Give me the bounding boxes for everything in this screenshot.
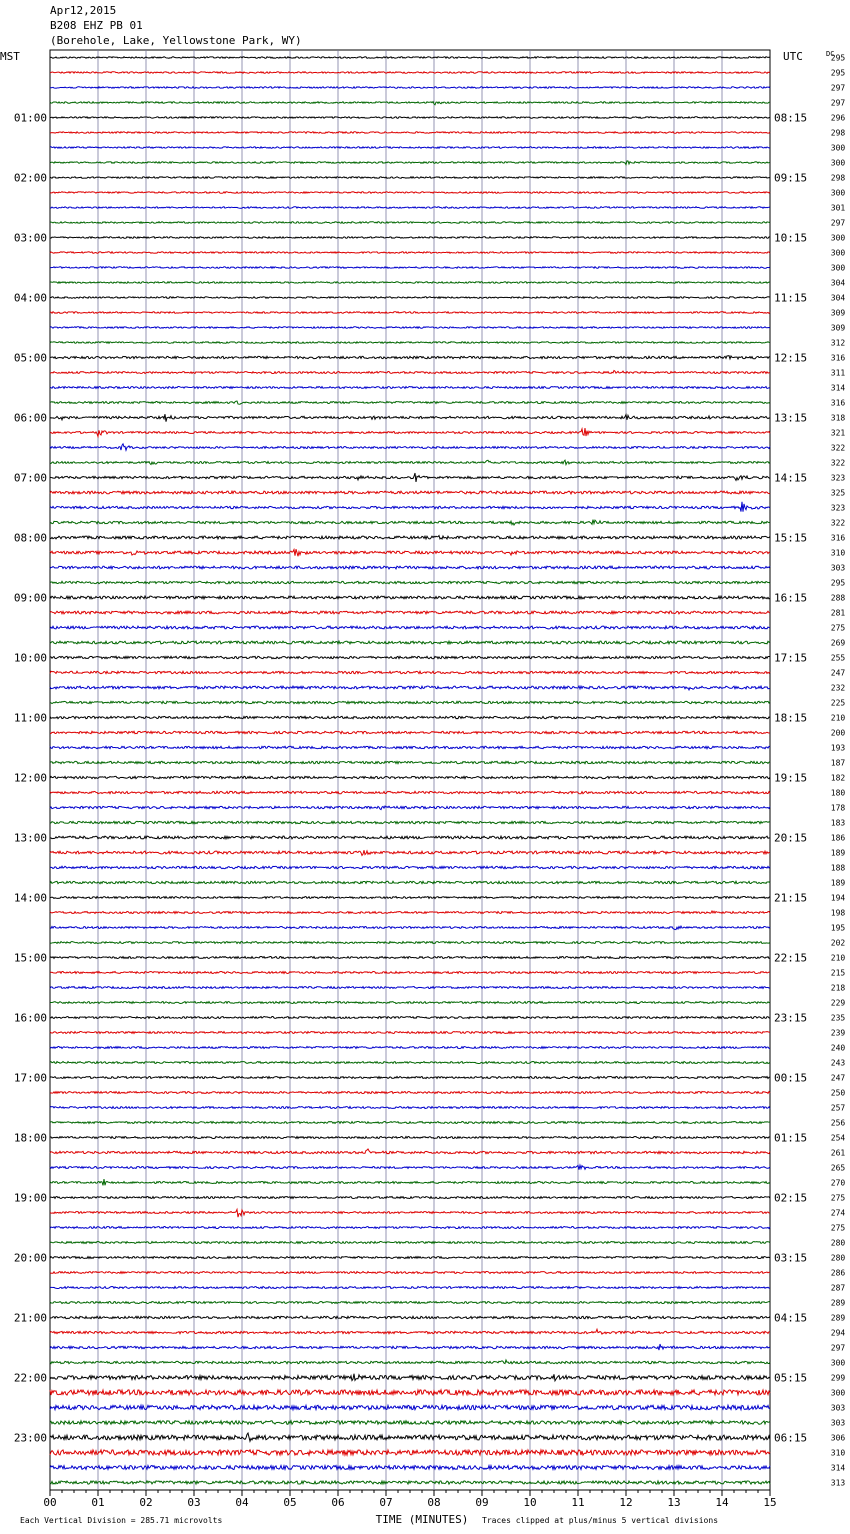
- dc-value: 318: [830, 413, 846, 423]
- dc-value: 239: [830, 1028, 846, 1038]
- seismic-trace: [50, 1481, 770, 1484]
- dc-value: 274: [830, 1208, 846, 1218]
- seismic-trace: [50, 1302, 770, 1304]
- seismic-trace: [50, 460, 770, 464]
- x-tick-label: 10: [523, 1496, 537, 1509]
- dc-value: 225: [830, 698, 846, 708]
- seismic-trace: [50, 1122, 770, 1124]
- seismic-trace: [50, 942, 770, 944]
- dc-value: 316: [830, 353, 846, 363]
- seismic-trace: [50, 911, 770, 914]
- seismic-trace: [50, 1272, 770, 1274]
- dc-value: 311: [830, 368, 846, 378]
- utc-hour-label: 04:15: [774, 1311, 808, 1325]
- dc-value: 247: [830, 1073, 846, 1083]
- utc-hour-label: 09:15: [774, 171, 808, 185]
- dc-value: 193: [830, 743, 846, 753]
- dc-value: 210: [830, 953, 846, 963]
- utc-hour-label: 15:15: [774, 531, 808, 545]
- mst-hour-label: 14:00: [13, 891, 47, 905]
- seismic-trace: [50, 327, 770, 329]
- seismic-trace: [50, 987, 770, 989]
- seismic-trace: [50, 776, 770, 778]
- seismic-trace: [50, 72, 770, 74]
- seismic-trace: [50, 1421, 770, 1425]
- seismic-trace: [50, 549, 770, 556]
- mst-hour-label: 13:00: [13, 831, 47, 845]
- seismic-trace: [50, 716, 770, 718]
- dc-value: 256: [830, 1118, 846, 1128]
- dc-value: 309: [830, 308, 846, 318]
- dc-value: 298: [830, 173, 846, 183]
- dc-value: 178: [830, 803, 846, 813]
- dc-value: 300: [830, 263, 846, 273]
- dc-value: 194: [830, 893, 846, 903]
- utc-hour-label: 19:15: [774, 771, 808, 785]
- dc-value: 295: [830, 578, 846, 588]
- dc-value: 183: [830, 818, 846, 828]
- seismic-trace: [50, 566, 770, 569]
- utc-hour-label: 05:15: [774, 1371, 808, 1385]
- utc-hour-label: 10:15: [774, 231, 808, 245]
- station-code: B208 EHZ PB 01: [50, 19, 143, 32]
- seismic-trace: [50, 177, 770, 179]
- dc-value: 210: [830, 713, 846, 723]
- seismic-trace: [50, 237, 770, 239]
- dc-value: 257: [830, 1103, 846, 1113]
- dc-value: 304: [830, 293, 846, 303]
- dc-value: 189: [830, 848, 846, 858]
- seismic-trace: [50, 473, 770, 482]
- dc-value: 254: [830, 1133, 846, 1143]
- mst-hour-label: 21:00: [13, 1311, 47, 1325]
- seismic-trace: [50, 297, 770, 299]
- x-tick-label: 15: [763, 1496, 777, 1509]
- utc-hour-label: 21:15: [774, 891, 808, 905]
- seismic-trace: [50, 611, 770, 614]
- seismic-trace: [50, 387, 770, 389]
- mst-hour-label: 22:00: [13, 1371, 47, 1385]
- dc-value: 310: [830, 548, 846, 558]
- dc-value: 300: [830, 1358, 846, 1368]
- dc-value: 294: [830, 1328, 846, 1338]
- mst-hour-label: 23:00: [13, 1431, 47, 1445]
- x-tick-label: 00: [43, 1496, 57, 1509]
- dc-value: 322: [830, 458, 846, 468]
- dc-value: 299: [830, 1373, 846, 1383]
- x-tick-label: 13: [667, 1496, 681, 1509]
- seismic-trace: [50, 596, 770, 599]
- seismic-trace: [50, 371, 770, 374]
- utc-hour-label: 18:15: [774, 711, 808, 725]
- seismic-trace: [50, 428, 770, 436]
- dc-value: 195: [830, 923, 846, 933]
- seismic-trace: [50, 1390, 770, 1395]
- x-tick-label: 14: [715, 1496, 729, 1509]
- dc-value: 313: [830, 1478, 846, 1488]
- seismic-trace: [50, 1047, 770, 1049]
- dc-value: 288: [830, 593, 846, 603]
- seismic-trace: [50, 972, 770, 974]
- dc-value: 275: [830, 623, 846, 633]
- x-tick-label: 07: [379, 1496, 393, 1509]
- dc-value: 247: [830, 668, 846, 678]
- clip-note: Traces clipped at plus/minus 5 vertical divisions: [482, 1516, 719, 1525]
- mst-hour-label: 12:00: [13, 771, 47, 785]
- dc-value: 280: [830, 1238, 846, 1248]
- mst-hour-label: 01:00: [13, 111, 47, 125]
- dc-value: 300: [830, 143, 846, 153]
- seismic-trace: [50, 1450, 770, 1455]
- utc-hour-label: 08:15: [774, 111, 808, 125]
- seismic-trace: [50, 746, 770, 748]
- x-tick-label: 01: [91, 1496, 105, 1509]
- seismic-trace: [50, 1466, 770, 1470]
- mst-hour-label: 03:00: [13, 231, 47, 245]
- dc-value: 289: [830, 1298, 846, 1308]
- seismic-trace: [50, 1344, 770, 1350]
- seismic-trace: [50, 356, 770, 359]
- dc-value: 303: [830, 1418, 846, 1428]
- dc-value: 300: [830, 248, 846, 258]
- seismic-trace: [50, 656, 770, 658]
- utc-hour-label: 16:15: [774, 591, 808, 605]
- seismic-trace: [50, 1242, 770, 1244]
- utc-hour-label: 14:15: [774, 471, 808, 485]
- seismic-trace: [50, 1405, 770, 1409]
- mst-hour-label: 08:00: [13, 531, 47, 545]
- seismic-trace: [50, 701, 770, 703]
- seismic-trace: [50, 850, 770, 855]
- dc-value: 297: [830, 83, 846, 93]
- mst-hour-label: 20:00: [13, 1251, 47, 1265]
- seismic-trace: [50, 102, 770, 105]
- x-tick-label: 05: [283, 1496, 297, 1509]
- mst-axis-label: MST: [0, 50, 20, 63]
- seismic-trace: [50, 282, 770, 284]
- utc-hour-label: 23:15: [774, 1011, 808, 1025]
- seismic-trace: [50, 1360, 770, 1364]
- dc-value: 300: [830, 158, 846, 168]
- seismic-trace: [50, 641, 770, 644]
- seismic-trace: [50, 161, 770, 165]
- dc-value: 314: [830, 1463, 846, 1473]
- dc-value: 312: [830, 338, 846, 348]
- seismic-trace: [50, 1017, 770, 1019]
- utc-hour-label: 17:15: [774, 651, 808, 665]
- seismic-trace: [50, 881, 770, 883]
- seismic-trace: [50, 1227, 770, 1229]
- dc-value: 325: [830, 488, 846, 498]
- seismic-trace: [50, 1257, 770, 1259]
- utc-hour-label: 01:15: [774, 1131, 808, 1145]
- dc-value: 314: [830, 383, 846, 393]
- seismic-trace: [50, 1179, 770, 1185]
- dc-value: 303: [830, 1403, 846, 1413]
- seismic-trace: [50, 207, 770, 209]
- mst-hour-label: 15:00: [13, 951, 47, 965]
- seismic-trace: [50, 761, 770, 763]
- dc-value: 265: [830, 1163, 846, 1173]
- seismic-trace: [50, 1287, 770, 1289]
- seismic-trace: [50, 836, 770, 839]
- seismic-trace: [50, 1077, 770, 1079]
- dc-value: 297: [830, 98, 846, 108]
- mst-hour-label: 10:00: [13, 651, 47, 665]
- dc-value: 300: [830, 1388, 846, 1398]
- mst-hour-label: 18:00: [13, 1131, 47, 1145]
- dc-value: 243: [830, 1058, 846, 1068]
- seismic-trace: [50, 252, 770, 254]
- dc-value: 298: [830, 128, 846, 138]
- seismic-trace: [50, 1329, 770, 1334]
- dc-value: 255: [830, 653, 846, 663]
- dc-value: 286: [830, 1268, 846, 1278]
- mst-hour-label: 07:00: [13, 471, 47, 485]
- x-tick-label: 06: [331, 1496, 345, 1509]
- seismic-trace: [50, 926, 770, 930]
- plot-frame: [50, 50, 770, 1490]
- seismic-trace: [50, 1092, 770, 1094]
- seismic-trace: [50, 957, 770, 959]
- seismic-trace: [50, 117, 770, 119]
- dc-value: 281: [830, 608, 846, 618]
- seismic-trace: [50, 312, 770, 314]
- dc-value: 322: [830, 518, 846, 528]
- seismic-trace: [50, 222, 770, 224]
- seismic-trace: [50, 731, 770, 733]
- x-axis-title: TIME (MINUTES): [375, 1513, 469, 1526]
- seismic-trace: [50, 897, 770, 899]
- seismic-trace: [50, 536, 770, 540]
- scale-note: Each Vertical Division = 285.71 microvolts: [20, 1516, 223, 1525]
- dc-value: 229: [830, 998, 846, 1008]
- dc-value: 304: [830, 278, 846, 288]
- seismic-trace: [50, 401, 770, 404]
- utc-hour-label: 20:15: [774, 831, 808, 845]
- dc-value: 198: [830, 908, 846, 918]
- x-tick-label: 08: [427, 1496, 441, 1509]
- dc-value: 310: [830, 1448, 846, 1458]
- dc-value: 189: [830, 878, 846, 888]
- seismic-trace: [50, 806, 770, 810]
- dc-value: 306: [830, 1433, 846, 1443]
- utc-hour-label: 12:15: [774, 351, 808, 365]
- utc-hour-label: 00:15: [774, 1071, 808, 1085]
- dc-value: 321: [830, 428, 846, 438]
- dc-value: 215: [830, 968, 846, 978]
- seismic-trace: [50, 342, 770, 344]
- dc-value: 295: [830, 68, 846, 78]
- seismic-trace: [50, 414, 770, 422]
- mst-hour-label: 11:00: [13, 711, 47, 725]
- dc-label: DC: [826, 50, 835, 58]
- station-location: (Borehole, Lake, Yellowstone Park, WY): [50, 34, 302, 47]
- dc-value: 186: [830, 833, 846, 843]
- x-tick-label: 04: [235, 1496, 249, 1509]
- dc-value: 182: [830, 773, 846, 783]
- seismic-trace: [50, 1165, 770, 1169]
- dc-value: 275: [830, 1223, 846, 1233]
- dc-value: 322: [830, 443, 846, 453]
- seismic-trace: [50, 626, 770, 629]
- dc-value: 280: [830, 1253, 846, 1263]
- seismic-trace: [50, 1316, 770, 1318]
- dc-value: 240: [830, 1043, 846, 1053]
- seismic-trace: [50, 1002, 770, 1004]
- mst-hour-label: 06:00: [13, 411, 47, 425]
- x-tick-label: 09: [475, 1496, 489, 1509]
- seismic-trace: [50, 1137, 770, 1139]
- plot-date: Apr12,2015: [50, 4, 117, 17]
- dc-value: 269: [830, 638, 846, 648]
- seismic-trace: [50, 491, 770, 494]
- seismic-trace: [50, 1209, 770, 1217]
- dc-value: 232: [830, 683, 846, 693]
- dc-value: 202: [830, 938, 846, 948]
- dc-value: 297: [830, 218, 846, 228]
- seismic-trace: [50, 581, 770, 583]
- utc-hour-label: 11:15: [774, 291, 808, 305]
- seismic-trace: [50, 866, 770, 868]
- dc-value: 200: [830, 728, 846, 738]
- dc-value: 289: [830, 1313, 846, 1323]
- mst-hour-label: 19:00: [13, 1191, 47, 1205]
- dc-value: 297: [830, 1343, 846, 1353]
- seismic-trace: [50, 1374, 770, 1381]
- seismic-trace: [50, 147, 770, 149]
- dc-value: 261: [830, 1148, 846, 1158]
- dc-value: 296: [830, 113, 846, 123]
- utc-axis-label: UTC: [783, 50, 803, 63]
- mst-hour-label: 17:00: [13, 1071, 47, 1085]
- mst-hour-label: 16:00: [13, 1011, 47, 1025]
- seismic-trace: [50, 1032, 770, 1034]
- dc-value: 316: [830, 533, 846, 543]
- utc-hour-label: 02:15: [774, 1191, 808, 1205]
- utc-hour-label: 03:15: [774, 1251, 808, 1265]
- dc-value: 187: [830, 758, 846, 768]
- x-tick-label: 03: [187, 1496, 201, 1509]
- utc-hour-label: 06:15: [774, 1431, 808, 1445]
- mst-hour-label: 05:00: [13, 351, 47, 365]
- dc-value: 218: [830, 983, 846, 993]
- seismic-trace: [50, 1062, 770, 1064]
- mst-hour-label: 09:00: [13, 591, 47, 605]
- seismic-trace: [50, 791, 770, 793]
- utc-hour-label: 13:15: [774, 411, 808, 425]
- x-tick-label: 11: [571, 1496, 585, 1509]
- dc-value: 300: [830, 188, 846, 198]
- mst-hour-label: 02:00: [13, 171, 47, 185]
- dc-value: 270: [830, 1178, 846, 1188]
- seismic-trace: [50, 1107, 770, 1109]
- dc-value: 301: [830, 203, 846, 213]
- dc-value: 188: [830, 863, 846, 873]
- dc-value: 309: [830, 323, 846, 333]
- seismic-trace: [50, 1433, 770, 1441]
- dc-value: 300: [830, 233, 846, 243]
- dc-value: 323: [830, 503, 846, 513]
- dc-value: 323: [830, 473, 846, 483]
- seismic-trace: [50, 686, 770, 690]
- seismic-trace: [50, 1197, 770, 1199]
- dc-value: 287: [830, 1283, 846, 1293]
- dc-value: 180: [830, 788, 846, 798]
- dc-value: 235: [830, 1013, 846, 1023]
- x-tick-label: 02: [139, 1496, 153, 1509]
- dc-value: 275: [830, 1193, 846, 1203]
- mst-hour-label: 04:00: [13, 291, 47, 305]
- dc-value: 250: [830, 1088, 846, 1098]
- seismic-trace: [50, 520, 770, 525]
- seismic-trace: [50, 444, 770, 450]
- dc-value: 316: [830, 398, 846, 408]
- dc-value: 303: [830, 563, 846, 573]
- seismic-trace: [50, 87, 770, 89]
- seismic-trace: [50, 671, 770, 673]
- seismic-trace: [50, 192, 770, 194]
- seismic-trace: [50, 57, 770, 59]
- seismic-trace: [50, 267, 770, 269]
- seismic-trace: [50, 132, 770, 134]
- seismic-trace: [50, 1149, 770, 1154]
- x-tick-label: 12: [619, 1496, 633, 1509]
- dc-value: 295: [830, 53, 846, 63]
- seismic-trace: [50, 502, 770, 512]
- seismic-trace: [50, 821, 770, 823]
- utc-hour-label: 22:15: [774, 951, 808, 965]
